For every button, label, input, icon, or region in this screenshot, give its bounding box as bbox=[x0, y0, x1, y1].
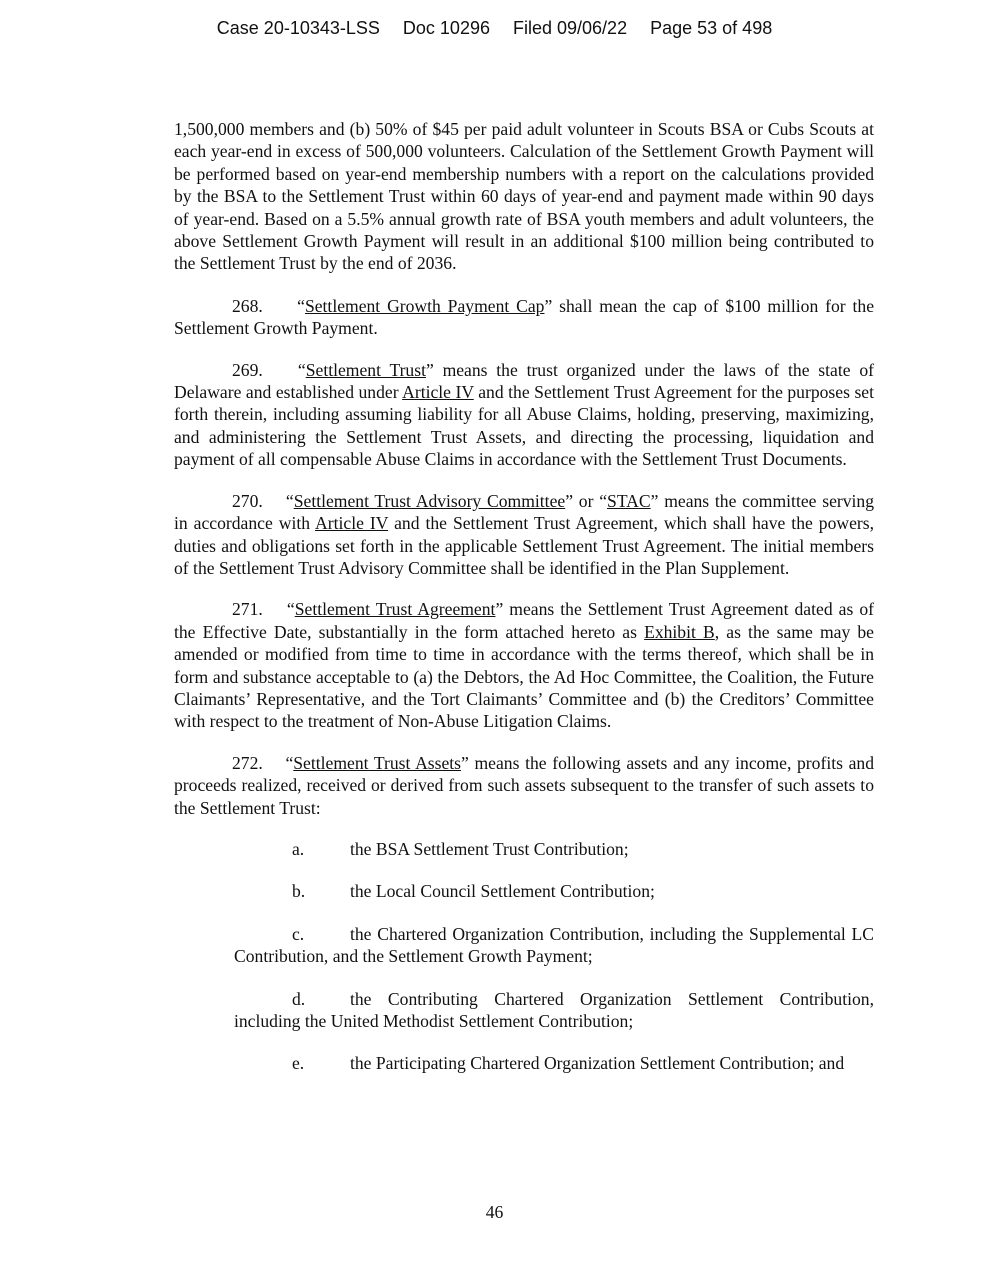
definition-text: and the Settlement Trust Agreement, which shall have the powers, duties and obligations set forth in the applicable Settlement Trust Agreement. The initial members of the Settlement Trust Advisory Committee shall be identified in the Plan Supplement. bbox=[174, 513, 874, 578]
list-item-label: b. bbox=[292, 881, 306, 902]
list-item-label: e. bbox=[292, 1053, 305, 1074]
section-number: 270. bbox=[232, 490, 263, 511]
cross-reference: Article IV bbox=[402, 382, 474, 403]
list-item-text: the Local Council Settlement Contribution; bbox=[350, 881, 655, 902]
cross-reference: Exhibit B bbox=[644, 621, 715, 642]
list-item-label: a. bbox=[292, 838, 305, 859]
defined-term: Settlement Trust Assets bbox=[293, 752, 462, 773]
section-number: 271. bbox=[232, 599, 263, 620]
list-item-text: the Contributing Chartered Organization Settlement Contribution, including the United Methodist Settlement Contribution; bbox=[234, 988, 874, 1031]
page-number: 46 bbox=[485, 1202, 504, 1222]
list-item-text: the Participating Chartered Organization Settlement Contribution; and bbox=[350, 1053, 845, 1074]
section-272: 272. “Settlement Trust Assets” means the following assets and any income, profits and proceeds realized, received or derived from such assets subsequent to the transfer of such assets to the Settlement Trust: bbox=[174, 752, 875, 818]
list-item bbox=[234, 838, 874, 860]
list-item bbox=[234, 988, 874, 1033]
section-number: 268. bbox=[232, 295, 263, 316]
section-268: 268. “Settlement Growth Payment Cap” shall mean the cap of $100 million for the Settlement Growth Payment. bbox=[174, 295, 874, 339]
defined-term-abbrev: STAC bbox=[607, 490, 651, 511]
section-270: 270. “Settlement Trust Advisory Committee” or “STAC” means the committee serving in accordance with Article IV and the Settlement Trust Agreement, which shall have the powers, duties and obligations set forth in the applicable Settlement Trust Agreement. The initial members of the Settlement Trust Advisory Committee shall be identified in the Plan Supplement. bbox=[174, 490, 875, 578]
case-number: Case 20-10343-LSS bbox=[216, 18, 380, 38]
definition-text: and the Settlement Trust Agreement for the purposes set forth therein, including assuming liability for all Abuse Claims, holding, preserving, maximizing, and administering the Settlement Trust Assets, and directing the processing, liquidation and payment of all compensable Abuse Claims in accordance with the Settlement Trust Documents. bbox=[174, 382, 874, 470]
list-item-label: c. bbox=[292, 923, 305, 944]
definition-text: , as the same may be amended or modified from time to time in accordance with the terms thereof, which shall be in form and substance acceptable to (a) the Debtors, the Ad Hoc Committee, the Coalition, the Future Claimants’ Representative, and the Tort Claimants’ Committee and (b) the Creditors’ Committee with respect to the treatment of Non-Abuse Litigation Claims. bbox=[174, 621, 874, 732]
definition-text: means the following assets and any income, profits and proceeds realized, received or derived from such assets subsequent to the transfer of such assets to the Settlement Trust: bbox=[174, 752, 875, 818]
definition-text: shall mean the cap of $100 million for the Settlement Growth Payment. bbox=[174, 295, 874, 339]
definition-text: means the trust organized under the laws of the state of Delaware and established under bbox=[174, 359, 874, 403]
cross-reference: Article IV bbox=[315, 513, 389, 534]
list-item-label: d. bbox=[292, 988, 306, 1009]
section-number: 269. bbox=[232, 359, 263, 380]
defined-term: Settlement Trust Advisory Committee bbox=[293, 490, 566, 511]
section-271: 271. “Settlement Trust Agreement” means the Settlement Trust Agreement dated as of the Effective Date, substantially in the form attached hereto as Exhibit B, as the same may be amended or modified from time to time in accordance with the terms thereof, which shall be in form and substance acceptable to (a) the Debtors, the Ad Hoc Committee, the Coalition, the Future Claimants’ Representative, and the Tort Claimants’ Committee and (b) the Creditors’ Committee with respect to the treatment of Non-Abuse Litigation Claims. bbox=[174, 599, 874, 732]
section-269: 269. “Settlement Trust” means the trust organized under the laws of the state of Delaware and established under Article IV and the Settlement Trust Agreement for the purposes set forth therein, including assuming liability for all Abuse Claims, holding, preserving, maximizing, and administering the Settlement Trust Assets, and directing the processing, liquidation and payment of all compensable Abuse Claims in accordance with the Settlement Trust Documents. bbox=[174, 359, 874, 470]
page-of-total: Page 53 of 498 bbox=[650, 18, 773, 38]
defined-term: Settlement Trust Agreement bbox=[294, 599, 496, 620]
case-header bbox=[0, 18, 989, 39]
defined-term: Settlement Growth Payment Cap bbox=[304, 295, 545, 316]
filed-date: Filed 09/06/22 bbox=[513, 18, 628, 38]
list-item-text: the Chartered Organization Contribution, including the Supplemental LC Contribution, and the Settlement Growth Payment; bbox=[234, 923, 874, 967]
definition-text: means the committee serving in accordance with bbox=[174, 490, 875, 534]
definition-text: means the Settlement Trust Agreement dated as of the Effective Date, substantially in the form attached hereto as bbox=[174, 599, 874, 642]
document-body bbox=[174, 118, 874, 1095]
list-item bbox=[234, 880, 874, 902]
list-item bbox=[234, 923, 874, 968]
doc-number: Doc 10296 bbox=[402, 18, 490, 38]
defined-term: Settlement Trust bbox=[305, 359, 426, 380]
list-item-text: the BSA Settlement Trust Contribution; bbox=[350, 838, 629, 859]
section-number: 272. bbox=[232, 752, 263, 773]
list-item bbox=[234, 1052, 874, 1074]
intro-paragraph: 1,500,000 members and (b) 50% of $45 per paid adult volunteer in Scouts BSA or Cubs Scouts at each year-end in excess of 500,000 volunteers. Calculation of the Settlement Growth Payment will be performed based on year-end membership numbers with a report on the calculations provided by the BSA to the Settlement Trust within 60 days of year-end and payment made within 90 days of year-end. Based on a 5.5% annual growth rate of BSA youth members and adult volunteers, the above Settlement Growth Payment will result in an additional $100 million being contributed to the Settlement Trust by the end of 2036. bbox=[174, 119, 874, 274]
